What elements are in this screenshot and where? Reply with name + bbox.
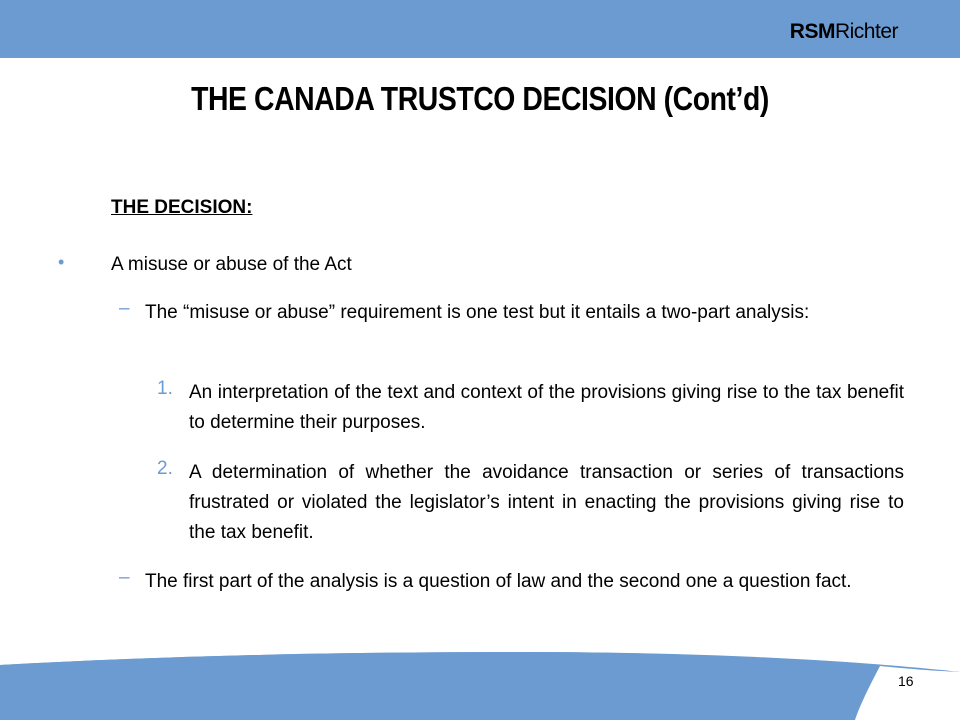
section-heading: THE DECISION: [111, 197, 253, 218]
logo-rsm: RSM [789, 20, 835, 43]
dash-icon: – [119, 567, 130, 588]
page-number: 16 [898, 673, 914, 689]
numbered-item-text: An interpretation of the text and context of the provisions giving rise to the tax benefit to determine their purposes. [189, 382, 904, 433]
bullet-icon: • [58, 252, 65, 272]
wave-shape-inner [0, 652, 880, 720]
dash-item-text: The first part of the analysis is a question of law and the second one a question fact. [145, 571, 852, 592]
slide-title: THE CANADA TRUSTCO DECISION (Cont’d) [191, 80, 769, 117]
dash-icon: – [119, 298, 130, 319]
logo-richter: Richter [834, 20, 898, 43]
numbered-item-text: A determination of whether the avoidance transaction or series of transactions frustrated or violated the legislator’s intent in enacting the provisions giving rise to the tax benefit. [189, 462, 904, 543]
bullet-text: A misuse or abuse of the Act [111, 254, 352, 275]
list-number: 1. [157, 378, 173, 399]
list-number: 2. [157, 458, 173, 479]
dash-item-text: The “misuse or abuse” requirement is one test but it entails a two-part analysis: [145, 302, 810, 323]
